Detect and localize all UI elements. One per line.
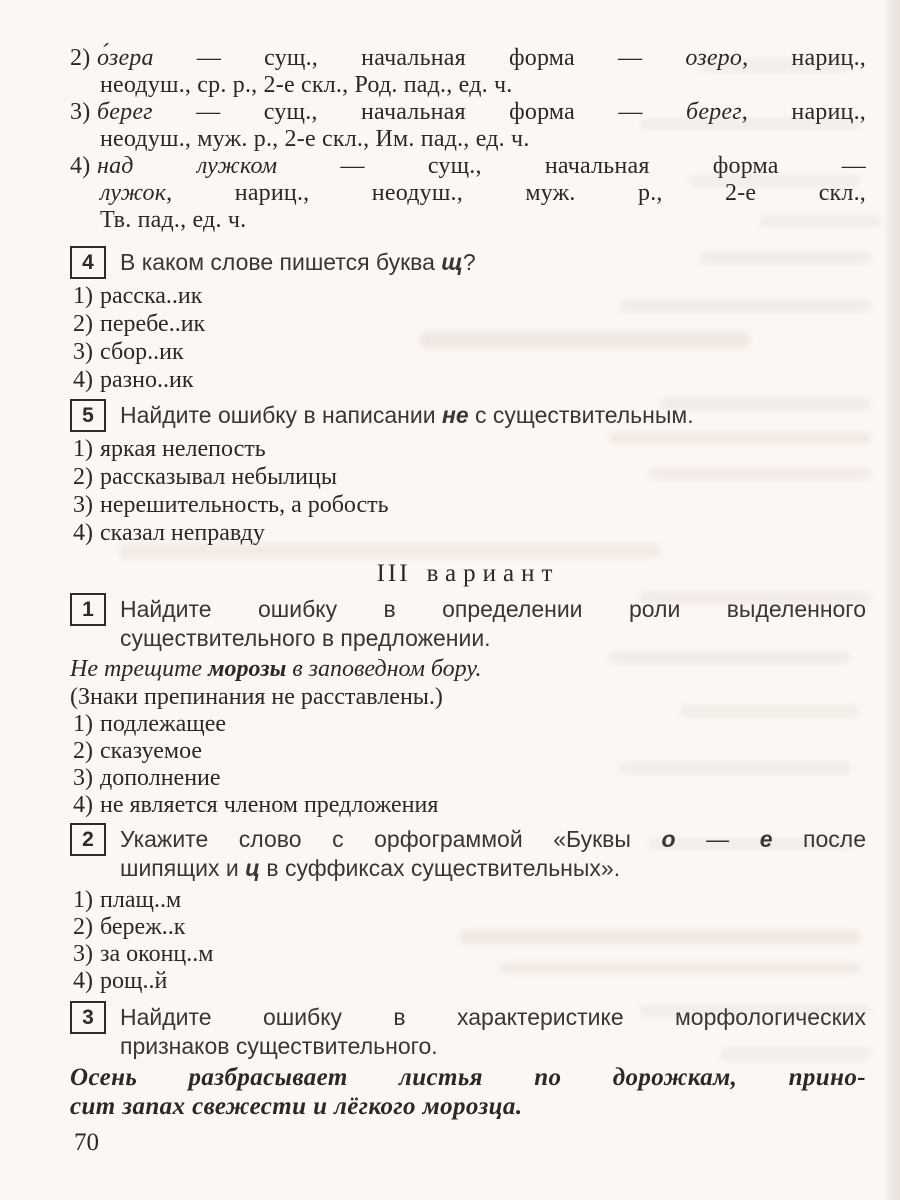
- morphology-line: неодуш., ср. р., 2-е скл., Род. пад., ед. ч.: [100, 72, 513, 98]
- highlighted-letter: щ: [441, 249, 463, 275]
- option-number: 2): [73, 914, 93, 940]
- option-text: разно..ик: [100, 367, 194, 393]
- option-text: дополнение: [100, 765, 221, 791]
- answer-option: [73, 435, 866, 463]
- task-number-badge: 2: [70, 823, 106, 856]
- morphology-line: лужок, нариц., неодуш., муж. р., 2-е скл.,: [100, 180, 866, 206]
- example-sentence: Осень разбрасывает листья по дорожкам, прино- сит запах свежести и лёгкого морозца.: [70, 1064, 866, 1120]
- answer-option: [73, 491, 866, 519]
- answer-option: [73, 887, 866, 914]
- option-number: 3): [73, 339, 93, 365]
- task-number-badge: 1: [70, 593, 106, 626]
- task-number-badge: 4: [70, 246, 106, 279]
- answer-option: [73, 338, 866, 366]
- task-question: Укажите слово с орфограммой «Буквы о — е после шипящих и ц в суффиксах существительных».: [120, 826, 867, 881]
- analyzed-word: о́зера: [97, 45, 154, 71]
- answer-option: [73, 765, 866, 792]
- example-sentence: Не трещите морозы в заповедном бору.: [70, 656, 482, 682]
- task-question: Найдите ошибку в определении роли выделенного существительного в предложении.: [120, 596, 866, 651]
- option-number: 2): [73, 738, 93, 764]
- option-number: 4): [73, 792, 93, 818]
- highlighted-letter-ts: ц: [245, 855, 260, 881]
- task-5-header: [70, 401, 866, 432]
- option-number: 3): [73, 492, 93, 518]
- option-text: яркая нелепость: [100, 436, 266, 462]
- task-4-header: [70, 248, 866, 279]
- option-number: 2): [73, 311, 93, 337]
- answer-option: [73, 310, 866, 338]
- option-number: 4): [73, 367, 93, 393]
- highlighted-particle: не: [441, 402, 469, 428]
- answer-options: [70, 887, 866, 995]
- punctuation-note: (Знаки препинания не расставлены.): [70, 684, 443, 710]
- answer-option: [73, 711, 866, 738]
- highlighted-letter-o: о: [661, 826, 676, 852]
- option-number: 3): [73, 941, 93, 967]
- option-number: 1): [73, 711, 93, 737]
- analyzed-word: берег: [97, 99, 153, 125]
- item-number: 3): [70, 99, 91, 125]
- analyzed-word: над лужком: [97, 153, 278, 179]
- answer-option: [73, 463, 866, 491]
- page-number: 70: [74, 1129, 99, 1156]
- item-number: 2): [70, 45, 91, 71]
- variant-word: вариант: [426, 560, 560, 587]
- option-text: рассказывал небылицы: [100, 464, 337, 490]
- option-text: не является членом предложения: [100, 792, 439, 818]
- answer-options: [70, 711, 866, 819]
- option-text: береж..к: [100, 914, 186, 940]
- morphology-line: 4) над лужком — сущ., начальная форма —: [70, 153, 866, 179]
- answer-option: [73, 941, 866, 968]
- answer-option: [73, 519, 866, 547]
- option-text: сказуемое: [100, 738, 203, 764]
- variant-heading: [70, 559, 866, 589]
- task-question: Найдите ошибку в характеристике морфологических признаков существительного.: [120, 1004, 866, 1059]
- answer-options: [70, 435, 866, 547]
- option-text: за оконц..м: [100, 941, 214, 967]
- option-text: сказал неправду: [100, 520, 265, 546]
- answer-option: [73, 968, 866, 995]
- answer-option: [73, 282, 866, 310]
- highlighted-noun: морозы: [208, 656, 287, 682]
- option-text: сбор..ик: [100, 339, 184, 365]
- initial-form-word: озеро: [685, 45, 743, 71]
- answer-option: [73, 792, 866, 819]
- option-number: 4): [73, 968, 93, 994]
- task-1-header: [70, 595, 866, 653]
- answer-options: [70, 282, 866, 394]
- morphology-line: 2) о́зера — сущ., начальная форма — озеро, нариц.,: [70, 45, 867, 71]
- answer-option: [73, 738, 866, 765]
- task-number-badge: 3: [70, 1001, 106, 1034]
- option-number: 1): [73, 887, 93, 913]
- task-number-badge: 5: [70, 399, 106, 432]
- variant-numeral: III: [376, 560, 411, 587]
- option-text: рощ..й: [100, 968, 168, 994]
- option-number: 2): [73, 464, 93, 490]
- task-2-header: [70, 825, 866, 883]
- answer-option: [73, 366, 866, 394]
- task-question: Найдите ошибку в написании не с существительным.: [120, 402, 694, 428]
- option-text: подлежащее: [100, 711, 227, 737]
- initial-form-word: лужок: [100, 180, 167, 206]
- initial-form-word: берег: [686, 99, 742, 125]
- option-number: 1): [73, 283, 93, 309]
- option-text: плащ..м: [100, 887, 182, 913]
- highlighted-letter-e: е: [759, 826, 773, 852]
- morphology-analysis: [70, 45, 866, 234]
- item-number: 4): [70, 153, 91, 179]
- option-number: 3): [73, 765, 93, 791]
- task-3-header: [70, 1003, 866, 1061]
- morphology-line: 3) берег — сущ., начальная форма — берег, нариц.,: [70, 99, 866, 125]
- task-question: В каком слове пишется буква щ?: [120, 249, 476, 275]
- option-text: нерешительность, а робость: [100, 492, 389, 518]
- morphology-line: неодуш., муж. р., 2-е скл., Им. пад., ед. ч.: [100, 126, 530, 152]
- answer-option: [73, 914, 866, 941]
- option-text: перебе..ик: [100, 311, 206, 337]
- option-text: расска..ик: [100, 283, 203, 309]
- option-number: 4): [73, 520, 93, 546]
- morphology-line: Тв. пад., ед. ч.: [100, 207, 247, 233]
- option-number: 1): [73, 436, 93, 462]
